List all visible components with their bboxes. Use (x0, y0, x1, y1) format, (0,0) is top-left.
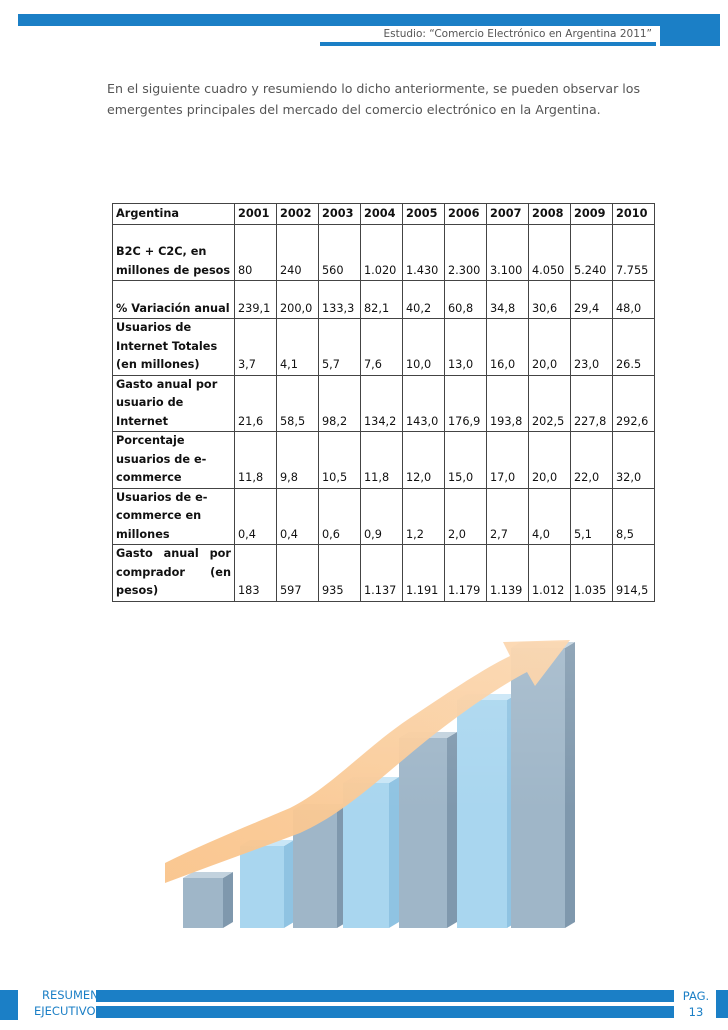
table-cell: 4,1 (277, 319, 319, 376)
table-cell: 23,0 (571, 319, 613, 376)
table-cell: 5,1 (571, 488, 613, 545)
table-cell: 20,0 (529, 432, 571, 489)
table-header-row (113, 204, 655, 225)
table-cell: 560 (319, 225, 361, 281)
table-cell: 16,0 (487, 319, 529, 376)
table-cell: 0,4 (277, 488, 319, 545)
table-cell: 227,8 (571, 375, 613, 432)
table-row (113, 545, 655, 602)
table-cell: 4.050 (529, 225, 571, 281)
table-cell: 8,5 (613, 488, 655, 545)
year-header: 2008 (529, 204, 571, 225)
table-cell: 26.5 (613, 319, 655, 376)
table-cell: 11,8 (235, 432, 277, 489)
table-cell: 21,6 (235, 375, 277, 432)
table-cell: 5,7 (319, 319, 361, 376)
page-label: PAG. (682, 989, 710, 1003)
section-marker (0, 990, 18, 1020)
table-cell: 239,1 (235, 281, 277, 319)
table-cell: 2,0 (445, 488, 487, 545)
table-cell: 17,0 (487, 432, 529, 489)
table-cell: 0,9 (361, 488, 403, 545)
table-cell: 22,0 (571, 432, 613, 489)
table-row (113, 375, 655, 432)
footer-bar-top (96, 990, 674, 1002)
table-cell: 1.020 (361, 225, 403, 281)
table-cell: 935 (319, 545, 361, 602)
page-number: 13 (688, 1005, 704, 1019)
table-cell: 11,8 (361, 432, 403, 489)
section-label-line1: RESUMEN (42, 988, 99, 1002)
table-cell: 40,2 (403, 281, 445, 319)
row-label: B2C + C2C, en millones de pesos (113, 225, 235, 281)
page-indicator (678, 988, 714, 1020)
table-row (113, 281, 655, 319)
table-cell: 143,0 (403, 375, 445, 432)
table-cell: 34,8 (487, 281, 529, 319)
table-cell: 1.012 (529, 545, 571, 602)
year-header: 2004 (361, 204, 403, 225)
table-cell: 200,0 (277, 281, 319, 319)
table-cell: 176,9 (445, 375, 487, 432)
row-label: % Variación anual (113, 281, 235, 319)
row-label: Usuarios de e-commerce en millones (113, 488, 235, 545)
table-cell: 1.430 (403, 225, 445, 281)
header-underline (320, 42, 656, 46)
ecommerce-table (112, 203, 655, 602)
table-cell: 10,0 (403, 319, 445, 376)
table-cell: 7,6 (361, 319, 403, 376)
table-cell: 30,6 (529, 281, 571, 319)
header-bar (18, 14, 720, 26)
year-header: 2007 (487, 204, 529, 225)
table-cell: 7.755 (613, 225, 655, 281)
year-header: 2002 (277, 204, 319, 225)
table-cell: 4,0 (529, 488, 571, 545)
table-cell: 1.191 (403, 545, 445, 602)
intro-paragraph: En el siguiente cuadro y resumiendo lo dicho anteriormente, se pueden observar los emergentes principales del mercado del comercio electrónico en la Argentina. (107, 81, 641, 117)
table-cell: 1.179 (445, 545, 487, 602)
table-cell: 193,8 (487, 375, 529, 432)
table-cell: 914,5 (613, 545, 655, 602)
table-cell: 5.240 (571, 225, 613, 281)
year-header: 2009 (571, 204, 613, 225)
table-cell: 3,7 (235, 319, 277, 376)
table-corner-label: Argentina (113, 204, 235, 225)
table-cell: 133,3 (319, 281, 361, 319)
table-cell: 3.100 (487, 225, 529, 281)
table-cell: 29,4 (571, 281, 613, 319)
section-label-line2: EJECUTIVO (34, 1004, 96, 1018)
table-row (113, 432, 655, 489)
table-cell: 98,2 (319, 375, 361, 432)
table-cell: 32,0 (613, 432, 655, 489)
table-cell: 13,0 (445, 319, 487, 376)
row-label: Porcentaje usuarios de e-commerce (113, 432, 235, 489)
table-cell: 0,4 (235, 488, 277, 545)
table-cell: 9,8 (277, 432, 319, 489)
table-cell: 58,5 (277, 375, 319, 432)
row-label: Gasto anual por comprador (en pesos) (113, 545, 235, 602)
table-cell: 48,0 (613, 281, 655, 319)
growth-illustration (165, 628, 602, 932)
table-cell: 20,0 (529, 319, 571, 376)
table-cell: 202,5 (529, 375, 571, 432)
page-marker (716, 990, 728, 1018)
table-cell: 2,7 (487, 488, 529, 545)
year-header: 2006 (445, 204, 487, 225)
table-cell: 240 (277, 225, 319, 281)
year-header: 2001 (235, 204, 277, 225)
table-row (113, 488, 655, 545)
table-row (113, 225, 655, 281)
table-row (113, 319, 655, 376)
row-label: Gasto anual por usuario de Internet (113, 375, 235, 432)
study-title: Estudio: “Comercio Electrónico en Argentina 2011” (383, 28, 652, 40)
footer-bar-bottom (96, 1006, 674, 1018)
table-cell: 292,6 (613, 375, 655, 432)
header-block (660, 26, 720, 46)
table-cell: 15,0 (445, 432, 487, 489)
table-cell: 82,1 (361, 281, 403, 319)
table-cell: 1,2 (403, 488, 445, 545)
table-cell: 80 (235, 225, 277, 281)
year-header: 2003 (319, 204, 361, 225)
table-cell: 1.139 (487, 545, 529, 602)
table-cell: 10,5 (319, 432, 361, 489)
table-cell: 1.035 (571, 545, 613, 602)
table-cell: 60,8 (445, 281, 487, 319)
row-label: Usuarios de Internet Totales (en millones) (113, 319, 235, 376)
year-header: 2010 (613, 204, 655, 225)
year-header: 2005 (403, 204, 445, 225)
table-cell: 134,2 (361, 375, 403, 432)
table-cell: 2.300 (445, 225, 487, 281)
table-cell: 0,6 (319, 488, 361, 545)
table-cell: 12,0 (403, 432, 445, 489)
table-cell: 183 (235, 545, 277, 602)
table-cell: 597 (277, 545, 319, 602)
table-cell: 1.137 (361, 545, 403, 602)
